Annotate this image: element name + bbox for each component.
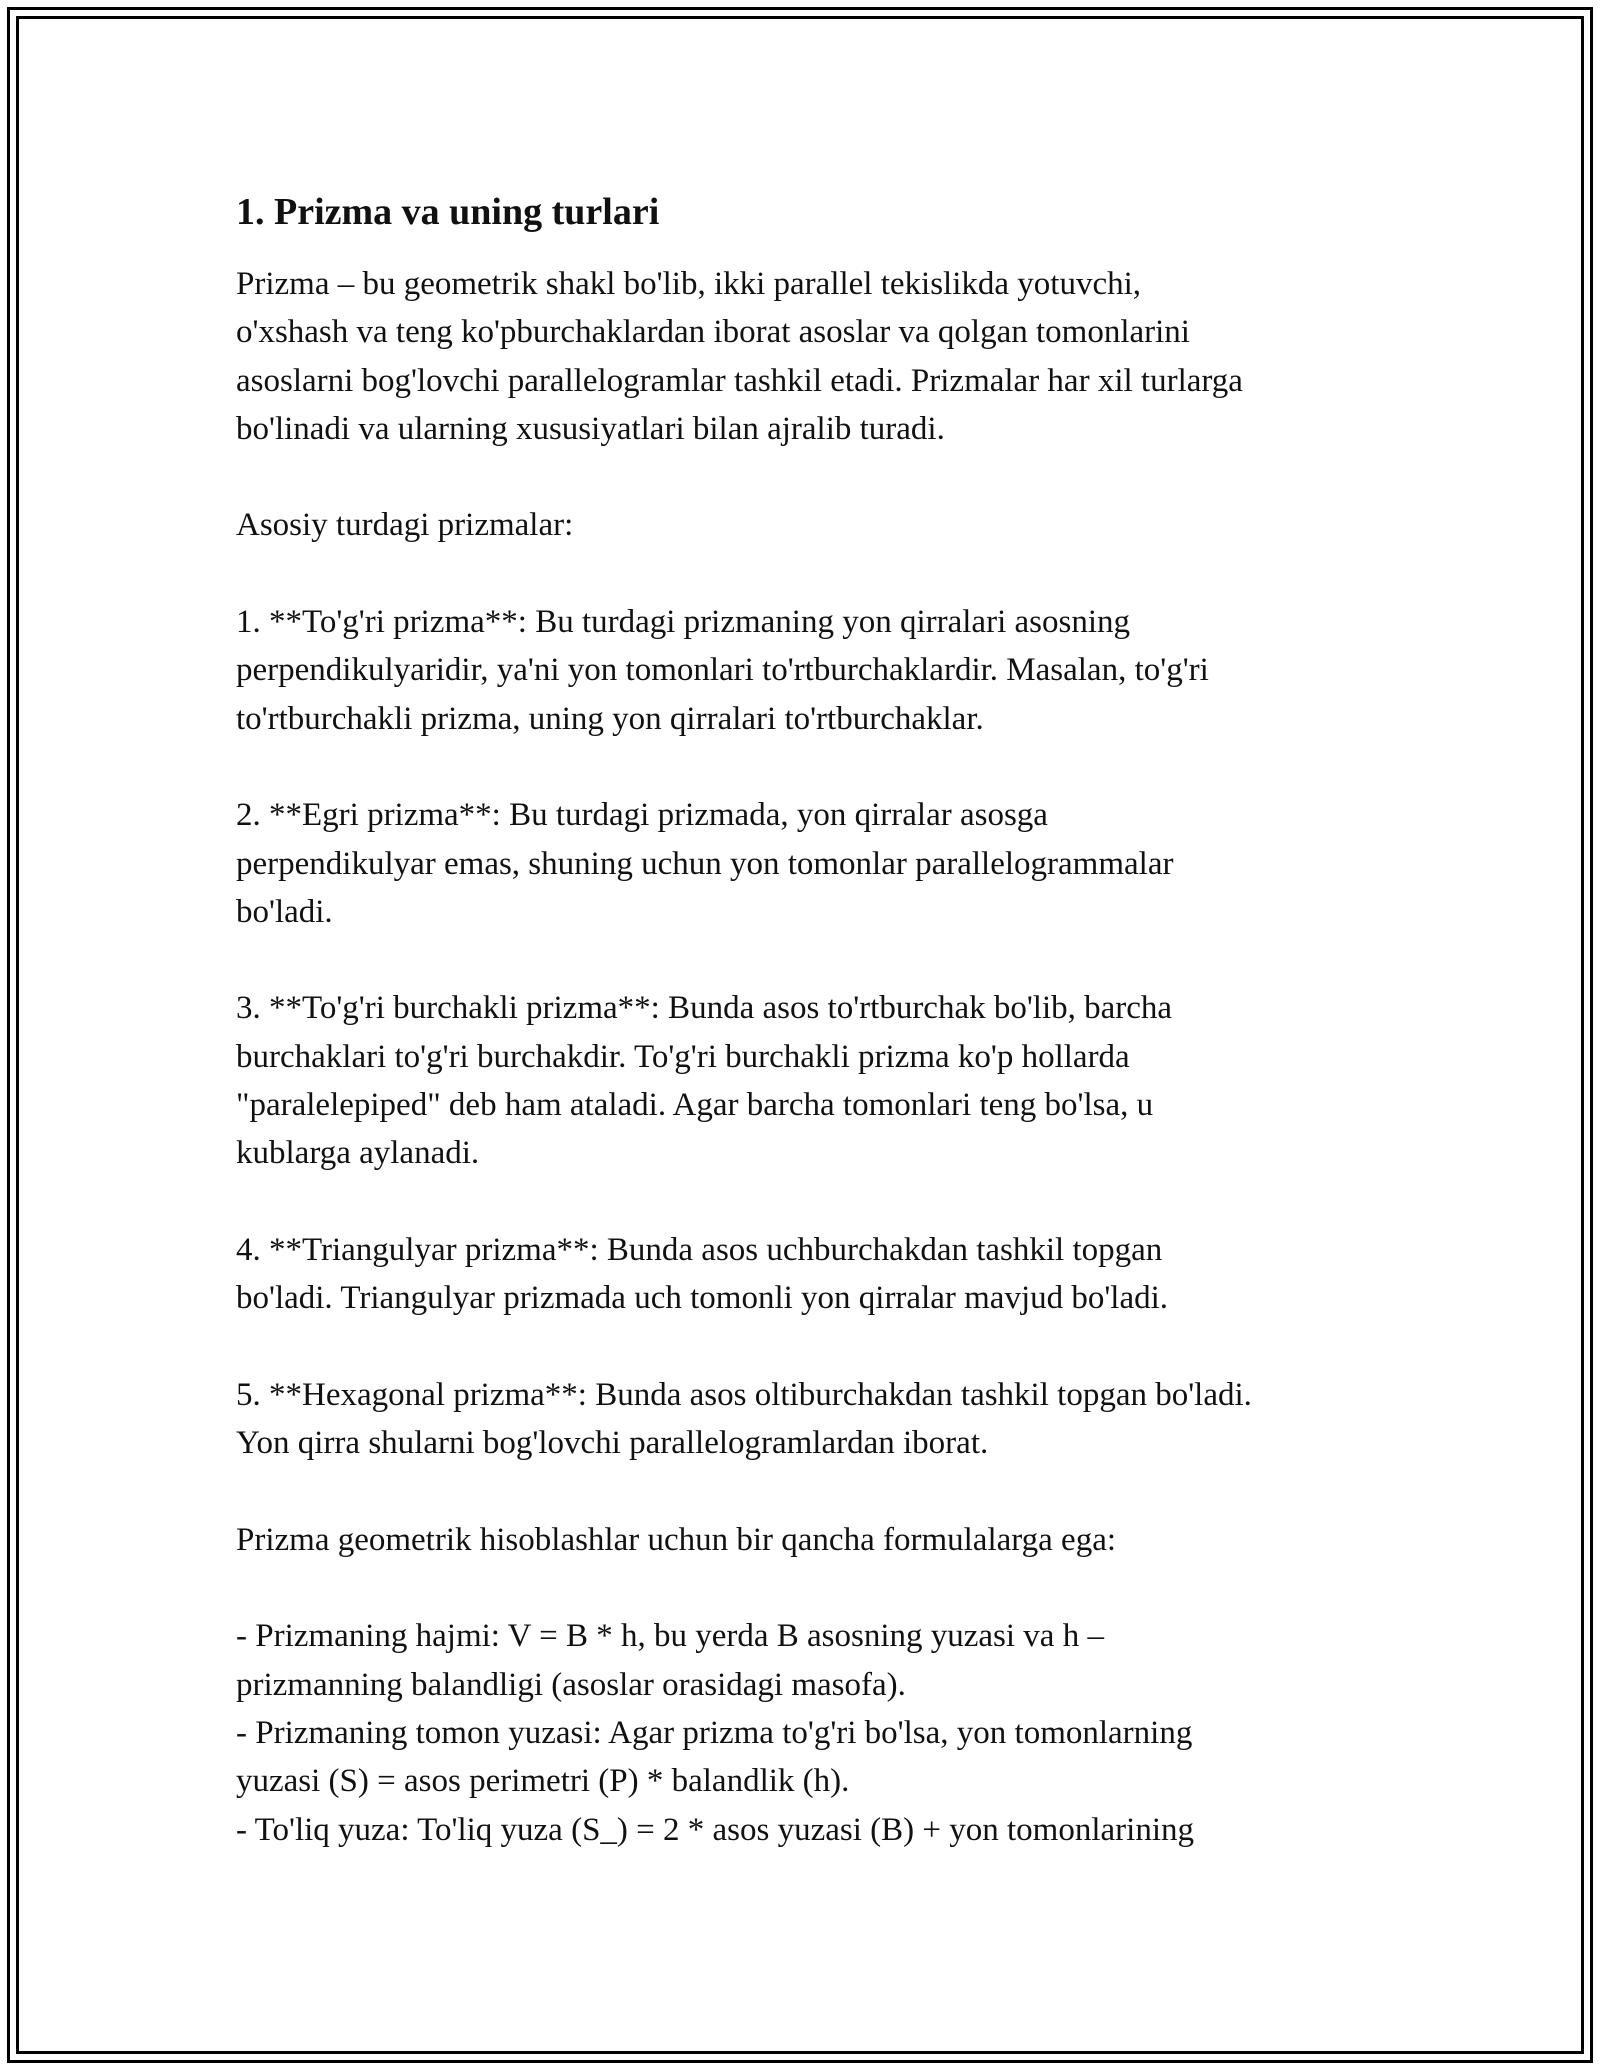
text-line: bo'ladi.: [236, 893, 333, 930]
text-line: Asosiy turdagi prizmalar:: [236, 507, 574, 544]
text-line: o'xshash va teng ko'pburchaklardan iborat asoslar va qolgan tomonlarini: [236, 314, 1190, 351]
text-line: to'rtburchakli prizma, uning yon qirralari to'rtburchaklar.: [236, 700, 984, 737]
text-line: yuzasi (S) = asos perimetri (P) * balandlik (h).: [236, 1763, 850, 1800]
text-line: Yon qirra shularni bog'lovchi parallelogramlardan iborat.: [236, 1425, 989, 1462]
text-line: burchaklari to'g'ri burchakdir. To'g'ri burchakli prizma ko'p hollarda: [236, 1038, 1130, 1075]
paragraph-gap: [236, 743, 1376, 791]
text-line: - Prizmaning tomon yuzasi: Agar prizma to'g'ri bo'lsa, yon tomonlarning: [236, 1714, 1193, 1751]
text-line: bo'linadi va ularning xususiyatlari bilan ajralib turadi.: [236, 410, 945, 447]
paragraph-gap: [236, 453, 1376, 501]
text-line: 3. **To'g'ri burchakli prizma**: Bunda asos to'rtburchak bo'lib, barcha: [236, 990, 1173, 1027]
list-item-triangular-prism: [236, 1226, 1376, 1323]
formulas-list: [236, 1612, 1376, 1853]
list-item-hexagonal-prism: [236, 1371, 1376, 1468]
text-line: perpendikulyaridir, ya'ni yon tomonlari to'rtburchaklardir. Masalan, to'g'ri: [236, 652, 1209, 689]
text-line: "paralelepiped" deb ham ataladi. Agar barcha tomonlari teng bo'lsa, u: [236, 1087, 1154, 1124]
types-intro-paragraph: [236, 501, 1376, 549]
list-item-oblique-prism: [236, 791, 1376, 936]
text-line: 4. **Triangulyar prizma**: Bunda asos uchburchakdan tashkil topgan: [236, 1231, 1163, 1268]
text-line: kublarga aylanadi.: [236, 1135, 480, 1172]
text-line: - To'liq yuza: To'liq yuza (S_) = 2 * asos yuzasi (B) + yon tomonlarining: [236, 1811, 1194, 1848]
intro-paragraph: [236, 260, 1376, 453]
section-heading: 1. Prizma va uning turlari: [236, 191, 660, 233]
text-line: bo'ladi. Triangulyar prizmada uch tomonli yon qirralar mavjud bo'ladi.: [236, 1280, 1169, 1317]
paragraph-gap: [236, 1564, 1376, 1612]
text-line: Prizma geometrik hisoblashlar uchun bir qancha formulalarga ega:: [236, 1521, 1117, 1558]
paragraph-gap: [236, 550, 1376, 598]
formulas-intro-paragraph: [236, 1516, 1376, 1564]
paragraph-gap: [236, 1467, 1376, 1515]
text-line: asoslarni bog'lovchi parallelogramlar tashkil etadi. Prizmalar har xil turlarga: [236, 362, 1243, 399]
text-line: 5. **Hexagonal prizma**: Bunda asos oltiburchakdan tashkil topgan bo'ladi.: [236, 1376, 1252, 1413]
document-body: [236, 186, 1376, 1854]
paragraph-gap: [236, 1323, 1376, 1371]
paragraph-gap: [236, 1178, 1376, 1226]
text-line: Prizma – bu geometrik shakl bo'lib, ikki parallel tekislikda yotuvchi,: [236, 266, 1142, 302]
paragraph-gap: [236, 936, 1376, 984]
list-item-straight-prism: [236, 598, 1376, 743]
list-item-right-angle-prism: [236, 984, 1376, 1177]
text-line: 2. **Egri prizma**: Bu turdagi prizmada, yon qirralar asosga: [236, 797, 1048, 834]
text-line: prizmanning balandligi (asoslar orasidagi masofa).: [236, 1666, 906, 1703]
text-line: perpendikulyar emas, shuning uchun yon tomonlar parallelogrammalar: [236, 845, 1174, 882]
text-line: - Prizmaning hajmi: V = B * h, bu yerda B asosning yuzasi va h –: [236, 1618, 1104, 1655]
text-line: 1. **To'g'ri prizma**: Bu turdagi prizmaning yon qirralari asosning: [236, 604, 1130, 641]
